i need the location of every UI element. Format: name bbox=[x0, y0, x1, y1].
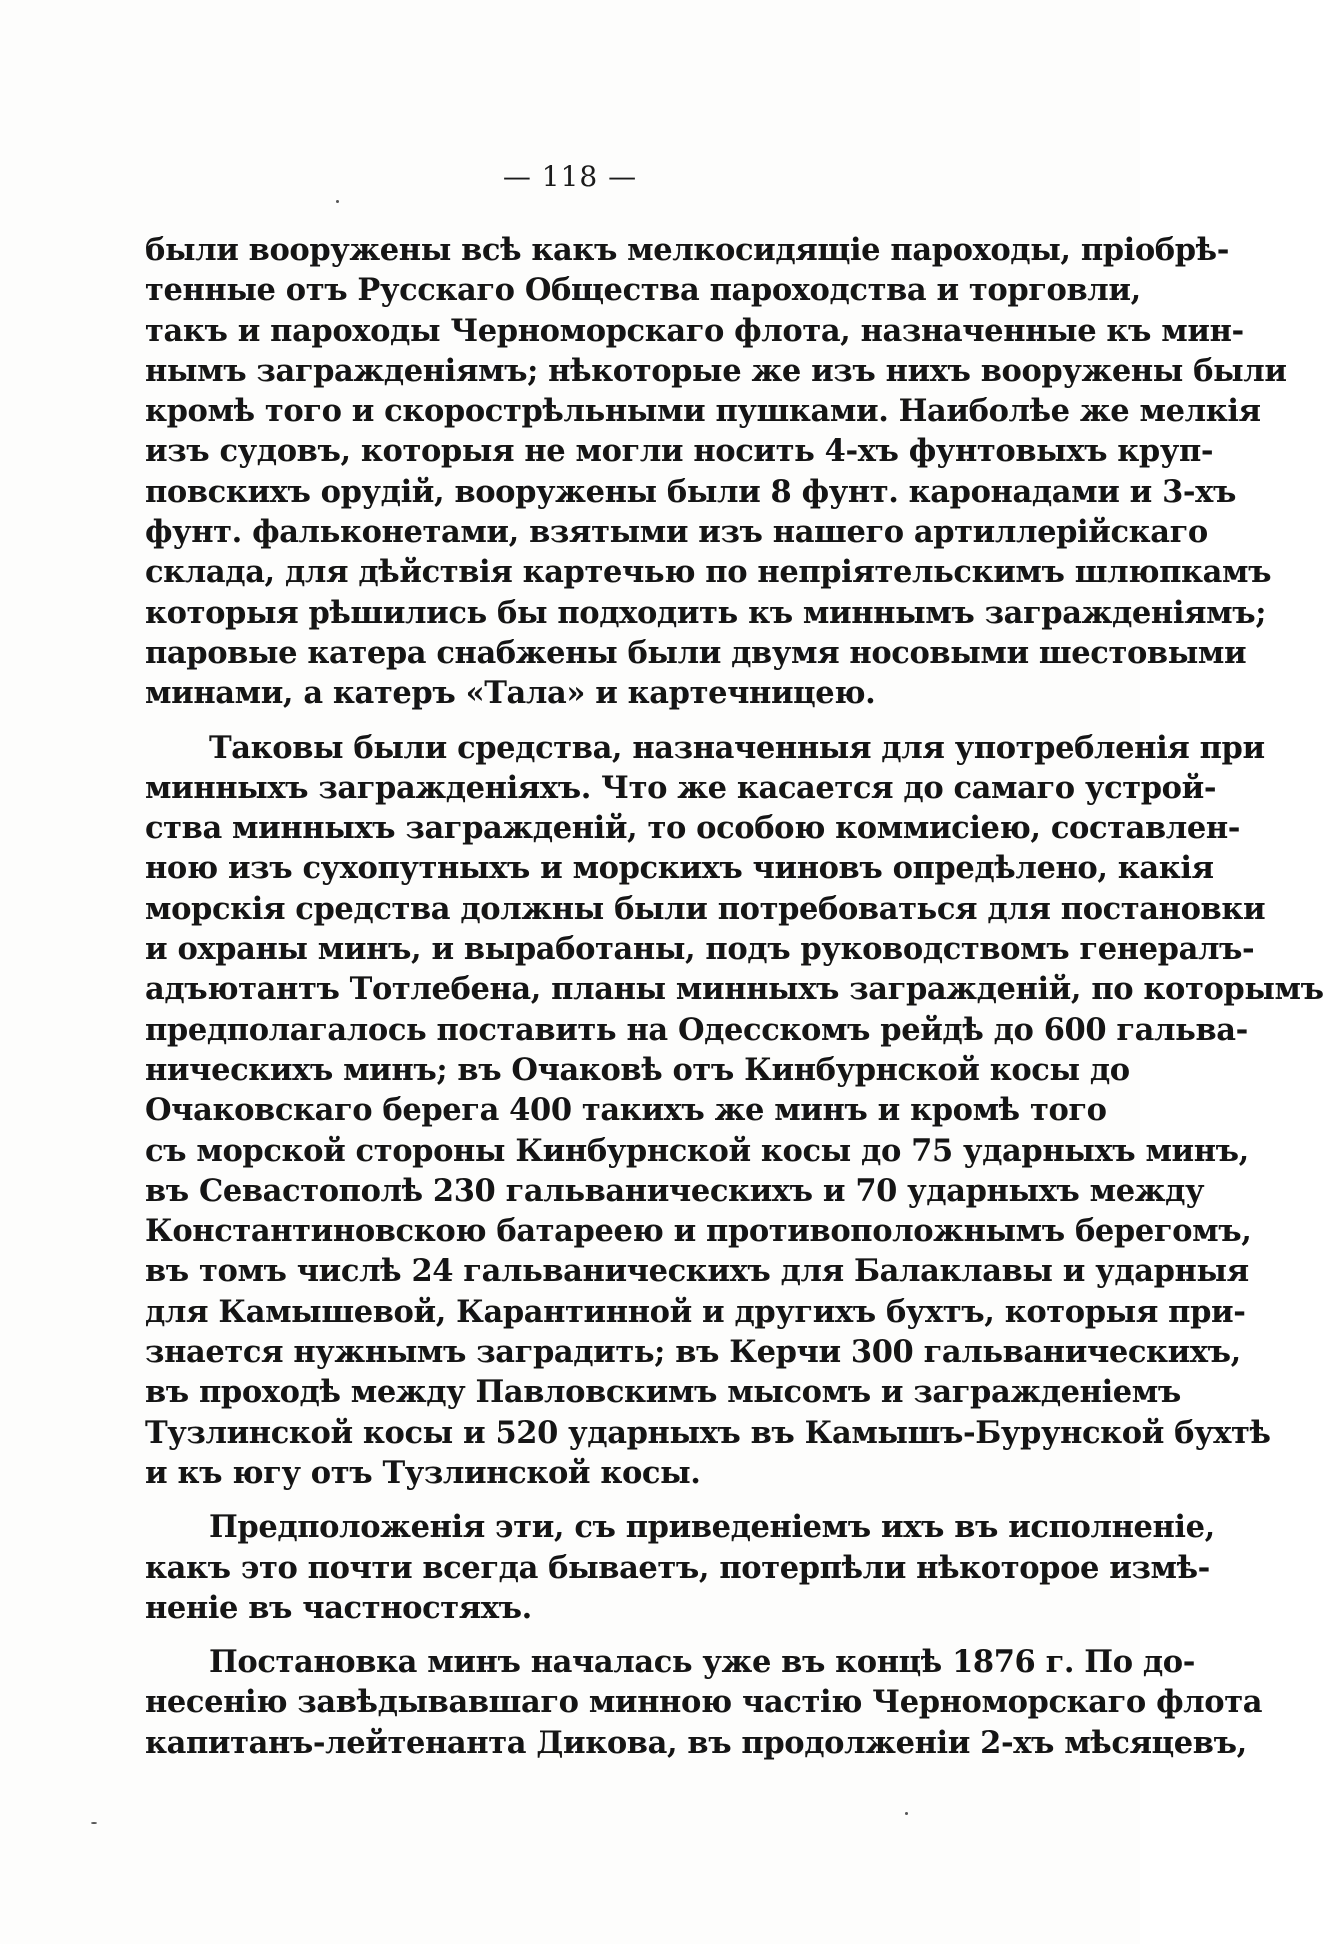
text-line: какъ это почти всегда бываетъ, потерпѣли нѣкоторое измѣ- bbox=[145, 1549, 1210, 1586]
text-line: Тузлинской косы и 520 ударныхъ въ Камышъ-Бурунской бухтѣ bbox=[145, 1414, 1271, 1451]
paragraph-2 bbox=[145, 728, 1324, 1494]
text-line: Очаковскаго берега 400 такихъ же минъ и кромѣ того bbox=[145, 1092, 1107, 1129]
paragraph-gap bbox=[145, 1628, 1063, 1642]
text-line: кромѣ того и скорострѣльными пушками. Наиболѣе же мелкія bbox=[145, 393, 1261, 430]
text-line: склада, для дѣйствія картечью по непріятельскимъ шлюпкамъ bbox=[145, 554, 1272, 591]
text-line: фунт. фальконетами, взятыми изъ нашего артиллерійскаго bbox=[145, 514, 1208, 551]
text-line: Константиновскою батареею и противоположнымъ берегомъ, bbox=[145, 1213, 1252, 1250]
text-line: несенію завѣдывавшаго минною частію Черноморскаго флота bbox=[145, 1684, 1263, 1721]
text-line: и охраны минъ, и выработаны, подъ руководствомъ генералъ- bbox=[145, 931, 1255, 968]
text-line: съ морской стороны Кинбурнской косы до 75 ударныхъ минъ, bbox=[145, 1132, 1249, 1169]
text-line: и къ югу отъ Тузлинской косы. bbox=[145, 1454, 701, 1491]
text-line: капитанъ-лейтенанта Дикова, въ продолженіи 2-хъ мѣсяцевъ, bbox=[145, 1724, 1247, 1761]
text-line: въ томъ числѣ 24 гальваническихъ для Балаклавы и ударныя bbox=[145, 1253, 1249, 1290]
print-speck bbox=[336, 200, 339, 203]
text-line: тенные отъ Русскаго Общества пароходства и торговли, bbox=[145, 272, 1141, 309]
paragraph-gap bbox=[145, 1493, 1063, 1507]
print-speck bbox=[91, 1822, 97, 1824]
text-line: повскихъ орудій, вооружены были 8 фунт. каронадами и 3-хъ bbox=[145, 473, 1236, 510]
text-line: такъ и пароходы Черноморскаго флота, назначенные къ мин- bbox=[145, 312, 1244, 349]
paragraph-4 bbox=[145, 1642, 1263, 1763]
paragraph-1 bbox=[145, 230, 1287, 714]
text-line: ства минныхъ загражденій, то особою коммисіею, составлен- bbox=[145, 810, 1241, 847]
text-line: минами, а катеръ «Тала» и картечницею. bbox=[145, 675, 876, 712]
text-line: минныхъ загражденіяхъ. Что же касается до самаго устрой- bbox=[145, 769, 1217, 806]
text-line: были вооружены всѣ какъ мелкосидящіе пароходы, пріобрѣ- bbox=[145, 232, 1229, 268]
text-line: Постановка минъ началась уже въ концѣ 1876 г. По до- bbox=[209, 1644, 1195, 1681]
text-line: адъютантъ Тотлебена, планы минныхъ загражденій, по которымъ bbox=[145, 971, 1324, 1008]
text-line: для Камышевой, Карантинной и другихъ бухтъ, которыя при- bbox=[145, 1293, 1246, 1330]
text-line: паровые катера снабжены были двумя носовыми шестовыми bbox=[145, 634, 1247, 671]
text-line: которыя рѣшились бы подходить къ миннымъ загражденіямъ; bbox=[145, 594, 1267, 631]
text-line: въ Севастополѣ 230 гальваническихъ и 70 ударныхъ между bbox=[145, 1172, 1205, 1209]
text-line: въ проходѣ между Павловскимъ мысомъ и загражденіемъ bbox=[145, 1374, 1181, 1411]
text-line: изъ судовъ, которыя не могли носить 4-хъ фунтовыхъ круп- bbox=[145, 433, 1214, 470]
page-number: — 118 — bbox=[502, 160, 638, 193]
text-line: морскія средства должны были потребоваться для постановки bbox=[145, 890, 1266, 927]
text-line: нымъ загражденіямъ; нѣкоторые же изъ нихъ вооружены были bbox=[145, 352, 1287, 389]
text-line: ническихъ минъ; въ Очаковѣ отъ Кинбурнской косы до bbox=[145, 1051, 1130, 1088]
paragraph-3 bbox=[145, 1507, 1215, 1628]
text-line: неніе въ частностяхъ. bbox=[145, 1589, 532, 1626]
paragraph-gap bbox=[145, 714, 1063, 728]
text-line: ною изъ сухопутныхъ и морскихъ чиновъ опредѣлено, какія bbox=[145, 850, 1214, 887]
body-text bbox=[145, 230, 1324, 1763]
text-line: предполагалось поставить на Одесскомъ рейдѣ до 600 гальва- bbox=[145, 1011, 1248, 1048]
text-line: знается нужнымъ заградить; въ Керчи 300 гальваническихъ, bbox=[145, 1334, 1241, 1371]
text-line: Предположенія эти, съ приведеніемъ ихъ въ исполненіе, bbox=[209, 1509, 1215, 1546]
text-line: Таковы были средства, назначенныя для употребленія при bbox=[209, 729, 1265, 766]
print-speck bbox=[905, 1812, 908, 1815]
